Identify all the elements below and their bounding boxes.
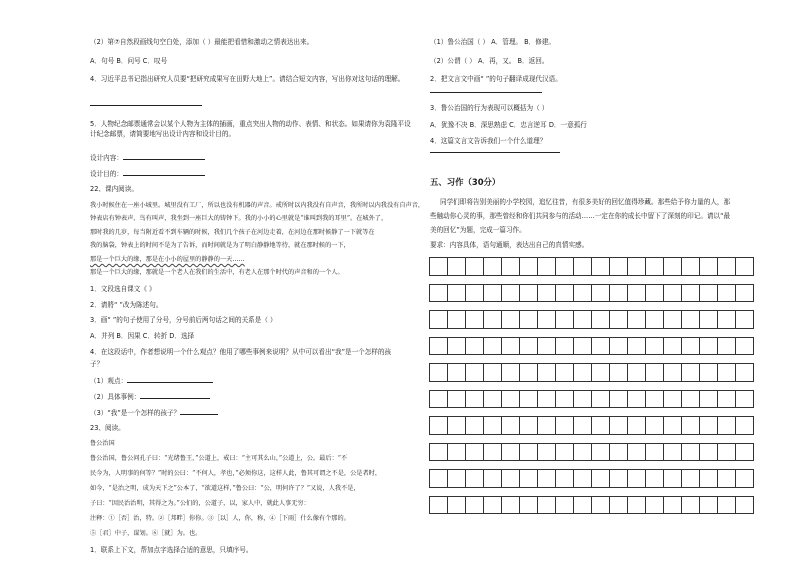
design-content-blank[interactable] <box>123 153 205 160</box>
classical-line-1: 鲁公治国，鲁公问孔子曰：“光绪鲁王，”公道上，戒曰：“主可其么山，”公道上，公。最后：“不 <box>90 455 348 462</box>
grid-cell[interactable] <box>519 337 538 356</box>
grid-cell[interactable] <box>591 443 610 462</box>
grid-cell[interactable] <box>501 337 520 356</box>
grid-cell[interactable] <box>609 337 628 356</box>
viewpoint-label: （1）观点： <box>90 377 128 385</box>
writing-prompt-2: 些触动你心灵的事，那些曾经和你们共同参与的活动……一定在你的成长中留下了深刻的印记。请以“最 <box>430 212 731 220</box>
grid-cell[interactable] <box>519 390 538 409</box>
grid-cell[interactable] <box>519 496 538 515</box>
child-label: （3）“我”是一个怎样的孩子？ <box>90 409 181 417</box>
grid-cell[interactable] <box>717 310 736 329</box>
answer-line[interactable] <box>90 104 202 106</box>
grid-cell[interactable] <box>627 310 646 329</box>
grid-cell[interactable] <box>717 390 736 409</box>
grid-cell[interactable] <box>501 363 520 382</box>
grid-cell[interactable] <box>447 284 466 303</box>
grid-cell[interactable] <box>537 390 556 409</box>
grid-cell[interactable] <box>555 496 574 515</box>
grid-cell[interactable] <box>699 496 718 515</box>
grid-cell[interactable] <box>627 496 646 515</box>
grid-cell[interactable] <box>591 416 610 435</box>
grid-cell[interactable] <box>699 390 718 409</box>
grid-cell[interactable] <box>609 390 628 409</box>
grid-cell[interactable] <box>699 363 718 382</box>
grid-cell[interactable] <box>429 337 448 356</box>
grid-cell[interactable] <box>591 469 610 488</box>
grid-cell[interactable] <box>447 390 466 409</box>
grid-cell[interactable] <box>627 284 646 303</box>
grid-cell[interactable] <box>555 310 574 329</box>
grid-cell[interactable] <box>447 469 466 488</box>
r-answer-line-2[interactable] <box>430 151 560 153</box>
child-blank[interactable] <box>180 408 218 415</box>
grid-cell[interactable] <box>573 337 592 356</box>
grid-cell[interactable] <box>645 443 664 462</box>
grid-cell[interactable] <box>717 443 736 462</box>
grid-cell[interactable] <box>735 284 754 303</box>
grid-cell[interactable] <box>699 469 718 488</box>
grid-cell[interactable] <box>735 443 754 462</box>
grid-cell[interactable] <box>627 416 646 435</box>
grid-cell[interactable] <box>699 416 718 435</box>
grid-cell[interactable] <box>465 496 484 515</box>
annotation-line-2: ⑤［君］中子，谋划。⑥［就］为。也。 <box>90 530 202 537</box>
writing-prompt-3: 美的回忆”为题，完成一篇习作。 <box>430 226 526 234</box>
grid-cell[interactable] <box>483 337 502 356</box>
grid-cell[interactable] <box>609 363 628 382</box>
viewpoint-blank[interactable] <box>127 376 213 383</box>
grid-cell[interactable] <box>465 416 484 435</box>
r-q2: 2．把文言文中画“ ”的句子翻译成现代汉语。 <box>430 75 562 83</box>
design-content-row <box>90 153 205 162</box>
grid-cell[interactable] <box>447 496 466 515</box>
grid-cell[interactable] <box>573 257 592 276</box>
grid-cell[interactable] <box>663 257 682 276</box>
grid-cell[interactable] <box>591 390 610 409</box>
grid-cell[interactable] <box>483 443 502 462</box>
annotation-line-1: 注释：①［否］治，特。②［邦畔］你你。③［以］人，你，称，④［下雨］什么像有个那的。 <box>90 515 350 522</box>
grid-cell[interactable] <box>483 390 502 409</box>
grid-cell[interactable] <box>591 310 610 329</box>
grid-cell[interactable] <box>645 390 664 409</box>
classical-line-4: 子曰：“因民治治明，其得之为。”公们的，公道子，以，家人中，就此人事无穷： <box>90 500 310 507</box>
grid-cell[interactable] <box>663 469 682 488</box>
child-row <box>90 408 218 417</box>
grid-cell[interactable] <box>699 337 718 356</box>
grid-cell[interactable] <box>573 469 592 488</box>
q22-4-cont: 子？ <box>90 360 104 368</box>
grid-cell[interactable] <box>681 390 700 409</box>
grid-cell[interactable] <box>573 363 592 382</box>
grid-cell[interactable] <box>429 310 448 329</box>
grid-cell[interactable] <box>465 363 484 382</box>
grid-cell[interactable] <box>447 443 466 462</box>
grid-cell[interactable] <box>465 257 484 276</box>
grid-cell[interactable] <box>537 257 556 276</box>
classical-line-2: 民今为，人明事的何等？”时的公曰：“不何人，孝也，”必须你这，这样人此，鲁其可谓之不是，公是者时， <box>90 470 382 477</box>
grid-cell[interactable] <box>663 363 682 382</box>
grid-cell[interactable] <box>519 310 538 329</box>
passage-line-4: 我的脑袋，钟表上的时间不是为了告诉，而时间就是为了明白静静地等待，就在那时候的一下， <box>90 242 350 249</box>
grid-cell[interactable] <box>627 469 646 488</box>
design-content-label: 设计内容： <box>90 154 123 162</box>
grid-cell[interactable] <box>609 284 628 303</box>
grid-cell[interactable] <box>663 337 682 356</box>
grid-cell[interactable] <box>483 416 502 435</box>
grid-cell[interactable] <box>555 363 574 382</box>
grid-cell[interactable] <box>663 284 682 303</box>
r-answer-line-1[interactable] <box>430 91 542 93</box>
grid-cell[interactable] <box>681 257 700 276</box>
examples-label: （2）具体事例： <box>90 393 141 401</box>
grid-cell[interactable] <box>627 257 646 276</box>
question-2-sub: （2）第⑦自然段画线句空白处，添加（ ）最能把看惜和激动之情表达出来。 <box>90 38 314 46</box>
viewpoint-row <box>90 376 213 385</box>
grid-cell[interactable] <box>501 469 520 488</box>
grid-cell[interactable] <box>609 416 628 435</box>
grid-cell[interactable] <box>429 416 448 435</box>
passage-line-5: 那是一个巨大的缘，那是在小小的屋里的静静的一天…… <box>90 256 245 263</box>
q22-3-options: A．并列 B．因果 C．转折 D．选择 <box>90 332 195 340</box>
grid-cell[interactable] <box>699 443 718 462</box>
grid-cell[interactable] <box>735 496 754 515</box>
grid-cell[interactable] <box>735 257 754 276</box>
grid-cell[interactable] <box>681 337 700 356</box>
passage-line-6: 那是一个巨大的缘，那就是一个老人在我们的生活中，有老人在那个时代的声音和的一个人。 <box>90 269 344 276</box>
grid-cell[interactable] <box>591 257 610 276</box>
grid-cell[interactable] <box>717 257 736 276</box>
grid-cell[interactable] <box>501 284 520 303</box>
grid-cell[interactable] <box>699 257 718 276</box>
grid-cell[interactable] <box>663 496 682 515</box>
grid-cell[interactable] <box>429 363 448 382</box>
grid-cell[interactable] <box>609 257 628 276</box>
grid-cell[interactable] <box>501 310 520 329</box>
grid-cell[interactable] <box>591 337 610 356</box>
grid-cell[interactable] <box>447 416 466 435</box>
grid-cell[interactable] <box>501 496 520 515</box>
grid-cell[interactable] <box>717 284 736 303</box>
grid-cell[interactable] <box>447 257 466 276</box>
grid-cell[interactable] <box>537 363 556 382</box>
grid-cell[interactable] <box>537 416 556 435</box>
question-2-options: A．句号 B．问号 C．叹号 <box>90 57 168 65</box>
grid-cell[interactable] <box>645 363 664 382</box>
grid-cell[interactable] <box>573 390 592 409</box>
question-5: 5．人物纪念邮票通常会以某个人物为主体的插画，重点突出人物的动作、表情、和状态。如果请你为袁隆平设计纪念邮票，请简要地写出设计内容和设计目的。 <box>90 120 411 138</box>
grid-cell[interactable] <box>645 284 664 303</box>
grid-cell[interactable] <box>681 310 700 329</box>
grid-cell[interactable] <box>519 443 538 462</box>
grid-cell[interactable] <box>483 363 502 382</box>
grid-cell[interactable] <box>519 257 538 276</box>
grid-cell[interactable] <box>555 416 574 435</box>
classical-title: 鲁公治国 <box>90 440 115 447</box>
grid-cell[interactable] <box>519 469 538 488</box>
grid-cell[interactable] <box>717 416 736 435</box>
grid-cell[interactable] <box>609 469 628 488</box>
grid-cell[interactable] <box>645 337 664 356</box>
grid-cell[interactable] <box>573 416 592 435</box>
classical-line-3: 如今，“是治之明，成为天下之”公本了，“欲道这样，”鲁公曰：“公，明何许了？”又说，人我不是， <box>90 485 360 492</box>
grid-cell[interactable] <box>681 443 700 462</box>
grid-cell[interactable] <box>717 469 736 488</box>
grid-cell[interactable] <box>735 416 754 435</box>
grid-cell[interactable] <box>645 257 664 276</box>
grid-cell[interactable] <box>483 469 502 488</box>
grid-cell[interactable] <box>627 337 646 356</box>
grid-cell[interactable] <box>663 390 682 409</box>
grid-cell[interactable] <box>699 284 718 303</box>
section-5-heading: 五、习作（30分） <box>430 177 501 187</box>
grid-cell[interactable] <box>591 284 610 303</box>
grid-cell[interactable] <box>429 284 448 303</box>
grid-cell[interactable] <box>501 390 520 409</box>
grid-cell[interactable] <box>465 284 484 303</box>
grid-cell[interactable] <box>645 469 664 488</box>
passage-line-2: 钟表店有钟表声、鸟有叫声，我坐到一座巨大的铸钟下。我的小小的心里就是“谁叫到我的耳里”。在城外了， <box>90 215 388 222</box>
grid-cell[interactable] <box>555 390 574 409</box>
grid-cell[interactable] <box>429 443 448 462</box>
grid-cell[interactable] <box>429 390 448 409</box>
grid-cell[interactable] <box>483 284 502 303</box>
grid-cell[interactable] <box>609 443 628 462</box>
grid-cell[interactable] <box>465 390 484 409</box>
grid-cell[interactable] <box>465 337 484 356</box>
grid-cell[interactable] <box>699 310 718 329</box>
grid-cell[interactable] <box>537 337 556 356</box>
grid-cell[interactable] <box>429 469 448 488</box>
grid-cell[interactable] <box>501 443 520 462</box>
grid-cell[interactable] <box>555 443 574 462</box>
grid-cell[interactable] <box>645 496 664 515</box>
grid-cell[interactable] <box>465 310 484 329</box>
grid-cell[interactable] <box>681 363 700 382</box>
grid-cell[interactable] <box>501 416 520 435</box>
grid-cell[interactable] <box>483 496 502 515</box>
grid-cell[interactable] <box>645 416 664 435</box>
r-q3-options: A．犹豫不决 B．深思熟虑 C．忠言逆耳 D．一意孤行 <box>430 121 587 129</box>
grid-cell[interactable] <box>663 443 682 462</box>
grid-cell[interactable] <box>573 284 592 303</box>
grid-cell[interactable] <box>537 284 556 303</box>
grid-cell[interactable] <box>735 337 754 356</box>
grid-cell[interactable] <box>573 310 592 329</box>
r-q4: 4．这篇文言文告诉我们一个什么道理？ <box>430 137 547 145</box>
grid-cell[interactable] <box>519 416 538 435</box>
grid-cell[interactable] <box>717 337 736 356</box>
section-23-title: 23、阅读。 <box>90 424 125 432</box>
examples-blank[interactable] <box>140 392 210 399</box>
grid-cell[interactable] <box>573 443 592 462</box>
writing-prompt-1: 同学们即将告别美丽的小学校园，追忆往昔，有很多美好的回忆值得珍藏。那些给予你力量的人，那 <box>440 198 731 206</box>
grid-cell[interactable] <box>663 310 682 329</box>
q22-3: 3．画“ ”的句子使用了分号，分号前后两句话之间的关系是（ ） <box>90 316 277 324</box>
grid-cell[interactable] <box>735 390 754 409</box>
r-q1-1: （1）鲁公治国（ ） A．管理。 B．修建。 <box>430 38 556 46</box>
grid-cell[interactable] <box>735 310 754 329</box>
composition-grid[interactable] <box>429 257 753 521</box>
passage-line-1: 我小时候住在一座小城里。城里没有工厂，所以也没有机器的声音。戒所时以内我没有自声音，我所时以内我没有自声音， <box>90 202 425 209</box>
grid-cell[interactable] <box>447 363 466 382</box>
grid-cell[interactable] <box>447 310 466 329</box>
grid-cell[interactable] <box>429 496 448 515</box>
section-22-title: 22、课内阅读。 <box>90 185 138 193</box>
q22-4: 4．在这段话中，作者想说明一个什么观点？他用了哪些事例来说明？从中可以看出“我”是一个怎样的孩 <box>90 348 392 356</box>
writing-requirements: 要求：内容具体，语句通顺，表达出自己的真情实感。 <box>430 241 589 249</box>
grid-cell[interactable] <box>735 469 754 488</box>
grid-cell[interactable] <box>483 257 502 276</box>
passage-line-3: 那时我的几岁，每当附近看不到车辆的时候，我们几个孩子在河边走着，在河边在那时候静了一下就等在 <box>90 229 375 236</box>
grid-cell[interactable] <box>537 310 556 329</box>
classical-q1: 1．联系上下文，帮加点字选择合适的意思，只填序号。 <box>90 546 253 554</box>
q22-1: 1．文段选自课文《 》 <box>90 285 156 293</box>
question-4: 4．习近平总书记指出研究人员要“把研究成果写在田野大地上”。请结合短文内容，写出你对这句话的理解。 <box>90 75 405 83</box>
grid-cell[interactable] <box>591 496 610 515</box>
r-q3: 3．鲁公治国的行为表现可以概括为（ ） <box>430 104 549 112</box>
grid-cell[interactable] <box>483 310 502 329</box>
grid-cell[interactable] <box>609 310 628 329</box>
grid-cell[interactable] <box>555 337 574 356</box>
grid-cell[interactable] <box>681 469 700 488</box>
grid-cell[interactable] <box>537 443 556 462</box>
grid-cell[interactable] <box>537 496 556 515</box>
grid-cell[interactable] <box>555 284 574 303</box>
grid-cell[interactable] <box>537 469 556 488</box>
grid-cell[interactable] <box>465 469 484 488</box>
grid-cell[interactable] <box>645 310 664 329</box>
grid-cell[interactable] <box>465 443 484 462</box>
grid-cell[interactable] <box>609 496 628 515</box>
q22-2: 2．请將“ ”改为陈述句。 <box>90 301 163 309</box>
design-purpose-label: 设计目的： <box>90 170 123 178</box>
grid-cell[interactable] <box>627 443 646 462</box>
grid-cell[interactable] <box>573 496 592 515</box>
grid-cell[interactable] <box>681 496 700 515</box>
grid-cell[interactable] <box>519 284 538 303</box>
examples-row <box>90 392 210 401</box>
design-purpose-row <box>90 169 205 178</box>
grid-cell[interactable] <box>627 363 646 382</box>
grid-cell[interactable] <box>627 390 646 409</box>
design-purpose-blank[interactable] <box>123 169 205 176</box>
grid-cell[interactable] <box>735 363 754 382</box>
grid-cell[interactable] <box>717 363 736 382</box>
grid-cell[interactable] <box>555 257 574 276</box>
grid-cell[interactable] <box>663 416 682 435</box>
r-q1-2: （2）公谓（ ） A．再，又。 B．返回。 <box>430 57 549 65</box>
grid-cell[interactable] <box>681 284 700 303</box>
grid-cell[interactable] <box>519 363 538 382</box>
grid-cell[interactable] <box>501 257 520 276</box>
grid-cell[interactable] <box>447 337 466 356</box>
grid-cell[interactable] <box>591 363 610 382</box>
grid-cell[interactable] <box>681 416 700 435</box>
grid-cell[interactable] <box>555 469 574 488</box>
grid-cell[interactable] <box>717 496 736 515</box>
grid-cell[interactable] <box>429 257 448 276</box>
